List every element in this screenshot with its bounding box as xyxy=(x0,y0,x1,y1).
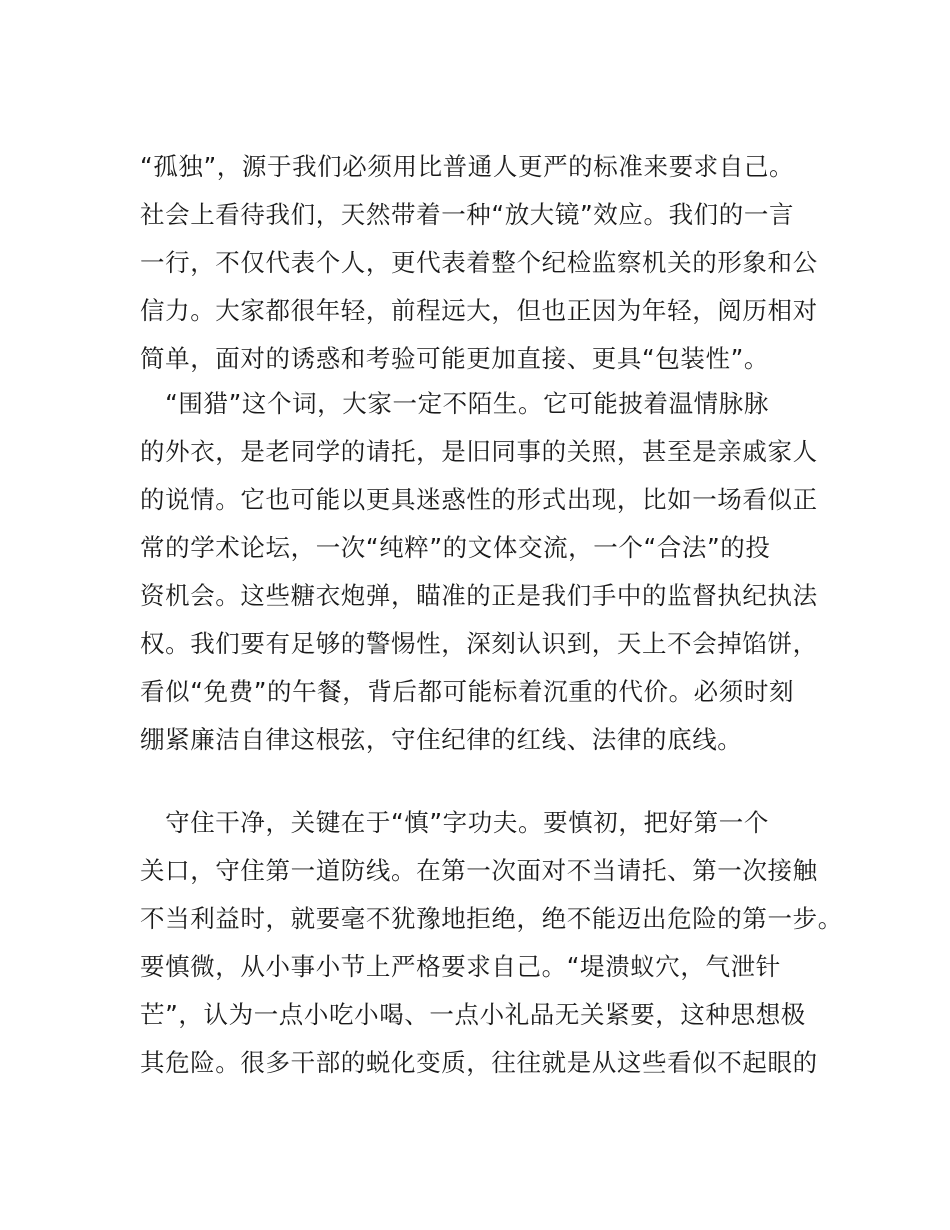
text-line: 其危险。很多干部的蜕化变质，往往就是从这些看似不起眼的 xyxy=(140,1048,818,1077)
text-line: 信力。大家都很年轻，前程远大，但也正因为年轻，阅历相对 xyxy=(140,296,818,325)
text-line: 的说情。它也可能以更具迷惑性的形式出现，比如一场看似正 xyxy=(140,485,818,514)
text-line: 常的学术论坛，一次“纯粹”的文体交流，一个“合法”的投 xyxy=(140,533,771,562)
text-line: 权。我们要有足够的警惕性，深刻认识到，天上不会掉馅饼， xyxy=(140,629,818,658)
text-line: 绷紧廉洁自律这根弦，守住纪律的红线、法律的底线。 xyxy=(140,725,743,754)
text-line: 社会上看待我们，天然带着一种“放大镜”效应。我们的一言 xyxy=(140,200,795,229)
text-line: “围猎”这个词，大家一定不陌生。它可能披着温情脉脉 xyxy=(140,389,769,418)
paragraph-2 xyxy=(140,380,840,764)
paragraph-3 xyxy=(140,799,843,1087)
text-line: 芒”，认为一点小吃小喝、一点小礼品无关紧要，这种思想极 xyxy=(140,1000,806,1029)
text-line: 一行，不仅代表个人，更代表着整个纪检监察机关的形象和公 xyxy=(140,248,818,277)
text-line: 不当利益时，就要毫不犹豫地拒绝，绝不能迈出危险的第一步。 xyxy=(140,904,843,933)
text-line: 看似“免费”的午餐，背后都可能标着沉重的代价。必须时刻 xyxy=(140,677,795,706)
text-line: 资机会。这些糖衣炮弹，瞄准的正是我们手中的监督执纪执法 xyxy=(140,581,818,610)
text-line: 的外衣，是老同学的请托，是旧同事的关照，甚至是亲戚家人 xyxy=(140,437,818,466)
text-line: 守住干净，关键在于“慎”字功夫。要慎初，把好第一个 xyxy=(140,808,769,837)
text-line: “孤独”，源于我们必须用比普通人更严的标准来要求自己。 xyxy=(140,152,795,181)
paragraph-1 xyxy=(140,143,840,383)
text-line: 关口，守住第一道防线。在第一次面对不当请托、第一次接触 xyxy=(140,856,818,885)
text-line: 要慎微，从小事小节上严格要求自己。“堤溃蚁穴，气泄针 xyxy=(140,952,781,981)
text-line: 简单，面对的诱惑和考验可能更加直接、更具“包装性”。 xyxy=(140,344,769,373)
